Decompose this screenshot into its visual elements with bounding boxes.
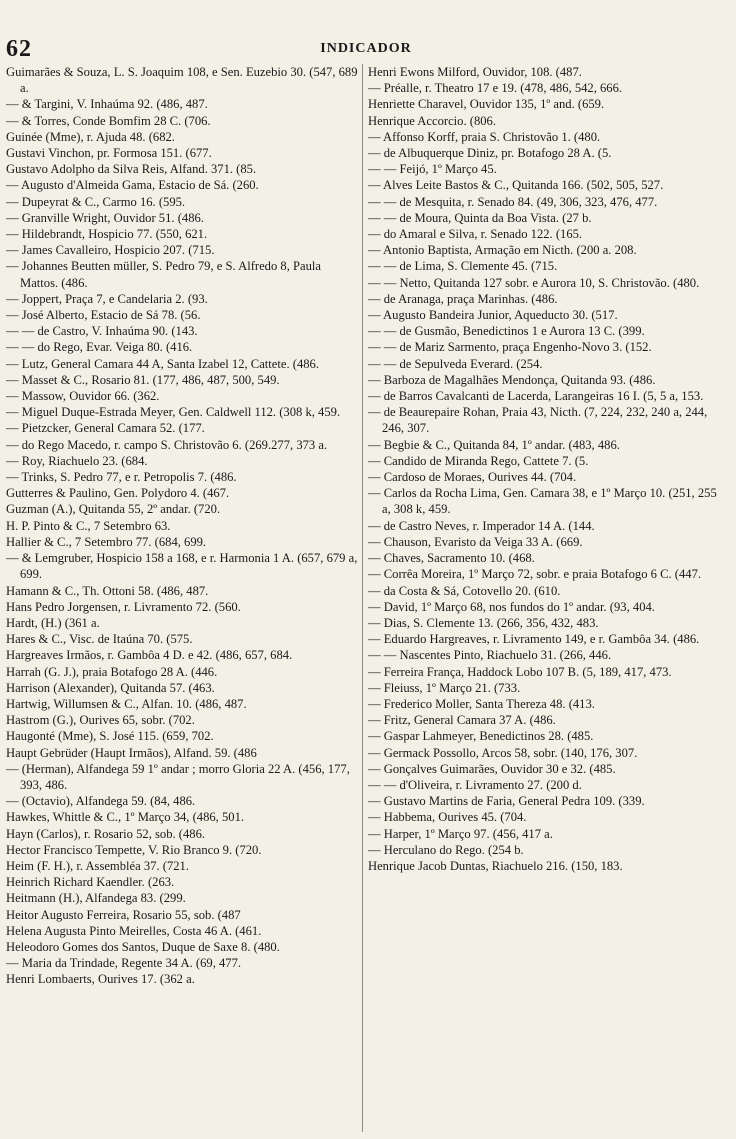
directory-entry: — Granville Wright, Ouvidor 51. (486. [6, 210, 204, 225]
directory-entry: — Miguel Duque-Estrada Meyer, Gen. Caldwell 112. (308 k, 459. [6, 405, 341, 420]
directory-entry: — & Lemgruber, Hospicio 158 a 168, e r. Harmonia 1 A. (657, 679 a, 699. [6, 551, 358, 582]
directory-entry: Hans Pedro Jorgensen, r. Livramento 72. (560. [6, 599, 241, 614]
directory-entry: — da Costa & Sá, Cotovello 20. (610. [368, 583, 561, 598]
directory-entry: H. P. Pinto & C., 7 Setembro 63. [6, 518, 171, 533]
page-header [6, 30, 726, 64]
directory-columns [6, 64, 728, 1132]
directory-entry: — Eduardo Hargreaves, r. Livramento 149, e r. Gambôa 34. (486. [368, 632, 700, 647]
page-number: 62 [6, 36, 32, 62]
directory-entry: — Antonio Baptista, Armação em Nicth. (200 a. 208. [368, 243, 637, 258]
directory-entry: — Joppert, Praça 7, e Candelaria 2. (93. [6, 291, 208, 306]
directory-entry: — Corrêa Moreira, 1º Março 72, sobr. e praia Botafogo 6 C. (447. [368, 567, 702, 582]
directory-entry: Guimarães & Souza, L. S. Joaquim 108, e Sen. Euzebio 30. (547, 689 a. [6, 65, 358, 96]
directory-entry: — — de Gusmão, Benedictinos 1 e Aurora 13 C. (399. [368, 324, 645, 339]
directory-entry: — Trinks, S. Pedro 77, e r. Petropolis 7. (486. [6, 470, 237, 485]
directory-entry: — do Rego Macedo, r. campo S. Christovão 6. (269.277, 373 a. [6, 437, 328, 452]
directory-entry: Hares & C., Visc. de Itaúna 70. (575. [6, 632, 193, 647]
directory-entry: — Germack Possollo, Arcos 58, sobr. (140, 176, 307. [368, 745, 638, 760]
directory-entry: — — de Castro, V. Inhaúma 90. (143. [6, 324, 198, 339]
directory-entry: Henriette Charavel, Ouvidor 135, 1º and. (659. [368, 97, 605, 112]
directory-entry: Harrison (Alexander), Quitanda 57. (463. [6, 680, 215, 695]
directory-entry: Hector Francisco Tempette, V. Rio Branco 9. (720. [6, 842, 262, 857]
directory-entry: — de Beaurepaire Rohan, Praia 43, Nicth. (7, 224, 232, 240 a, 244, 246, 307. [368, 405, 708, 436]
directory-entry: Heitmann (H.), Alfandega 83. (299. [6, 891, 186, 906]
directory-entry: Haupt Gebrüder (Haupt Irmãos), Alfand. 59. (486 [6, 745, 257, 760]
directory-entry: — Massow, Ouvidor 66. (362. [6, 389, 160, 404]
directory-entry: — (Herman), Alfandega 59 1º andar ; morro Gloria 22 A. (456, 177, 393, 486. [6, 761, 350, 792]
directory-entry: Helena Augusta Pinto Meirelles, Costa 46 A. (461. [6, 923, 262, 938]
directory-entry: — & Torres, Conde Bomfim 28 C. (706. [6, 113, 211, 128]
directory-entry: Hardt, (H.) (361 a. [6, 615, 100, 630]
directory-entry: Heitor Augusto Ferreira, Rosario 55, sob. (487 [6, 907, 241, 922]
directory-entry: Harrah (G. J.), praia Botafogo 28 A. (446. [6, 664, 218, 679]
directory-entry: — Augusto d'Almeida Gama, Estacio de Sá. (260. [6, 178, 259, 193]
directory-entry: — Barboza de Magalhães Mendonça, Quitanda 93. (486. [368, 372, 656, 387]
directory-entry: Gustavi Vinchon, pr. Formosa 151. (677. [6, 146, 212, 161]
directory-entry: — José Alberto, Estacio de Sá 78. (56. [6, 308, 201, 323]
directory-entry: Henri Lombaerts, Ourives 17. (362 a. [6, 972, 195, 987]
directory-entry: — Chaves, Sacramento 10. (468. [368, 551, 535, 566]
directory-entry: — Ferreira França, Haddock Lobo 107 B. (5, 189, 417, 473. [368, 664, 672, 679]
directory-entry: — de Castro Neves, r. Imperador 14 A. (144. [368, 518, 595, 533]
directory-entry: — James Cavalleiro, Hospicio 207. (715. [6, 243, 215, 258]
directory-entry: — Begbie & C., Quitanda 84, 1º andar. (483, 486. [368, 437, 620, 452]
directory-entry: Heim (F. H.), r. Assembléa 37. (721. [6, 858, 189, 873]
directory-entry: — de Aranaga, praça Marinhas. (486. [368, 291, 558, 306]
directory-entry: Hartwig, Willumsen & C., Alfan. 10. (486, 487. [6, 696, 247, 711]
left-column [6, 64, 363, 1132]
directory-entry: Haugonté (Mme), S. José 115. (659, 702. [6, 729, 214, 744]
directory-entry: — Candido de Miranda Rego, Cattete 7. (5. [368, 453, 589, 468]
running-title: INDICADOR [320, 41, 412, 56]
directory-entry: — do Amaral e Silva, r. Senado 122. (165. [368, 227, 583, 242]
directory-entry: — Dupeyrat & C., Carmo 16. (595. [6, 194, 186, 209]
directory-entry: Hargreaves Irmãos, r. Gambôa 4 D. e 42. (486, 657, 684. [6, 648, 293, 663]
directory-entry: — — de Mariz Sarmento, praça Engenho-Novo 3. (152. [368, 340, 652, 355]
directory-entry: — Gustavo Martins de Faria, General Pedra 109. (339. [368, 794, 645, 809]
directory-entry: — Augusto Bandeira Junior, Aqueducto 30. (517. [368, 308, 618, 323]
directory-entry: — Gonçalves Guimarães, Ouvidor 30 e 32. (485. [368, 761, 616, 776]
directory-entry: — Johannes Beutten müller, S. Pedro 79, e S. Alfredo 8, Paula Mattos. (486. [6, 259, 321, 290]
directory-entry: Guzman (A.), Quitanda 55, 2º andar. (720. [6, 502, 221, 517]
directory-entry: — Gaspar Lahmeyer, Benedictinos 28. (485. [368, 729, 594, 744]
directory-entry: Henri Ewons Milford, Ouvidor, 108. (487. [368, 65, 582, 79]
directory-entry: — Herculano do Rego. (254 b. [368, 842, 524, 857]
directory-entry: — Pietzcker, General Camara 52. (177. [6, 421, 205, 436]
directory-entry: — Carlos da Rocha Lima, Gen. Camara 38, e 1º Março 10. (251, 255 a, 308 k, 459. [368, 486, 717, 517]
directory-entry: — Affonso Korff, praia S. Christovão 1. (480. [368, 129, 601, 144]
directory-entry: — — Netto, Quitanda 127 sobr. e Aurora 10, S. Christovão. (480. [368, 275, 700, 290]
directory-entry: Heinrich Richard Kaendler. (263. [6, 875, 175, 890]
directory-entry: — — Nascentes Pinto, Riachuelo 31. (266, 446. [368, 648, 612, 663]
directory-entry: Gutterres & Paulino, Gen. Polydoro 4. (467. [6, 486, 230, 501]
directory-entry: — David, 1º Março 68, nos fundos do 1º andar. (93, 404. [368, 599, 655, 614]
directory-entry: Hayn (Carlos), r. Rosario 52, sob. (486. [6, 826, 206, 841]
directory-entry: — Chauson, Evaristo da Veiga 33 A. (669. [368, 534, 583, 549]
directory-entry: — — de Sepulveda Everard. (254. [368, 356, 543, 371]
directory-entry: — & Targini, V. Inhaúma 92. (486, 487. [6, 97, 208, 112]
directory-entry: — Lutz, General Camara 44 A, Santa Izabel 12, Cattete. (486. [6, 356, 319, 371]
directory-entry: — — de Mesquita, r. Senado 84. (49, 306, 323, 476, 477. [368, 194, 658, 209]
directory-entry: Hallier & C., 7 Setembro 77. (684, 699. [6, 534, 207, 549]
right-column [363, 64, 728, 1132]
directory-entry: — — Feijó, 1º Março 45. [368, 162, 497, 177]
directory-entry: — Frederico Moller, Santa Thereza 48. (413. [368, 696, 595, 711]
directory-entry: — Préalle, r. Theatro 17 e 19. (478, 486, 542, 666. [368, 81, 623, 96]
directory-entry: Henrique Jacob Duntas, Riachuelo 216. (150, 183. [368, 858, 623, 873]
directory-entry: — Fleiuss, 1º Março 21. (733. [368, 680, 521, 695]
directory-entry: — de Albuquerque Diniz, pr. Botafogo 28 A. (5. [368, 146, 612, 161]
directory-entry: — de Barros Cavalcanti de Lacerda, Larangeiras 16 I. (5, 5 a, 153. [368, 389, 704, 404]
directory-entry: — — do Rego, Evar. Veiga 80. (416. [6, 340, 193, 355]
directory-entry: Gustavo Adolpho da Silva Reis, Alfand. 371. (85. [6, 162, 257, 177]
directory-entry: — Roy, Riachuelo 23. (684. [6, 453, 148, 468]
directory-entry: — Dias, S. Clemente 13. (266, 356, 432, 483. [368, 615, 599, 630]
directory-entry: — Habbema, Ourives 45. (704. [368, 810, 527, 825]
directory-entry: — Harper, 1º Março 97. (456, 417 a. [368, 826, 553, 841]
directory-entry: — — d'Oliveira, r. Livramento 27. (200 d. [368, 777, 582, 792]
directory-entry: — — de Lima, S. Clemente 45. (715. [368, 259, 558, 274]
directory-entry: — (Octavio), Alfandega 59. (84, 486. [6, 794, 196, 809]
directory-entry: Hastrom (G.), Ourives 65, sobr. (702. [6, 713, 195, 728]
directory-entry: — Alves Leite Bastos & C., Quitanda 166. (502, 505, 527. [368, 178, 664, 193]
directory-entry: — Masset & C., Rosario 81. (177, 486, 487, 500, 549. [6, 372, 280, 387]
directory-entry: — Fritz, General Camara 37 A. (486. [368, 713, 556, 728]
directory-entry: — Hildebrandt, Hospicio 77. (550, 621. [6, 227, 208, 242]
directory-entry: Hamann & C., Th. Ottoni 58. (486, 487. [6, 583, 209, 598]
directory-entry: Henrique Accorcio. (806. [368, 113, 496, 128]
directory-entry: Hawkes, Whittle & C., 1º Março 34, (486, 501. [6, 810, 245, 825]
directory-entry: Heleodoro Gomes dos Santos, Duque de Saxe 8. (480. [6, 939, 280, 954]
directory-entry: — Maria da Trindade, Regente 34 A. (69, 477. [6, 956, 242, 971]
directory-entry: — Cardoso de Moraes, Ourives 44. (704. [368, 470, 577, 485]
directory-entry: — — de Moura, Quinta da Boa Vista. (27 b. [368, 210, 592, 225]
directory-entry: Guinée (Mme), r. Ajuda 48. (682. [6, 129, 175, 144]
